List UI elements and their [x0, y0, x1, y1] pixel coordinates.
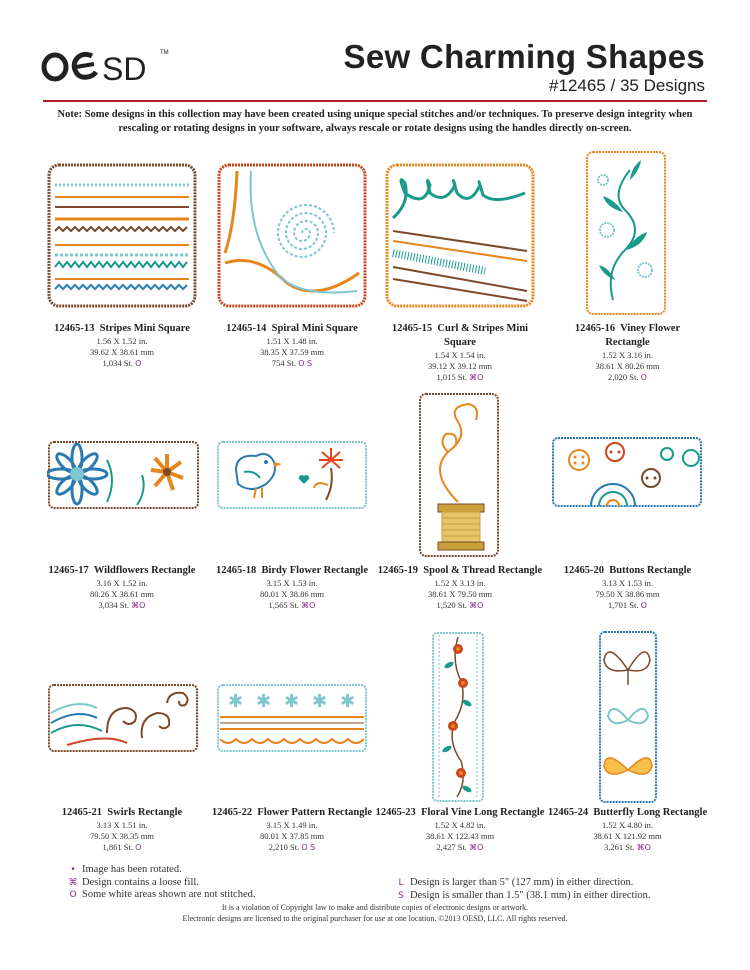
svg-text:TM: TM — [160, 50, 169, 56]
legend-large: L Design is larger than 5" (127 mm) in either direction. — [392, 877, 651, 890]
design-flower-pattern-rectangle[interactable] — [216, 683, 368, 753]
license-notice: Electronic designs are licensed to the original purchaser for use at one location. ©2013 OESD, LLC. All rights reserved. — [182, 914, 568, 923]
svg-text:✱: ✱ — [312, 691, 328, 712]
loose-fill-icon: ⌘ — [68, 877, 78, 888]
design-swirls-rectangle[interactable] — [47, 683, 199, 753]
svg-text:✱: ✱ — [256, 691, 272, 712]
copyright-notice: It is a violation of Copyright law to make and distribute copies of electronic designs or artwork. — [221, 903, 529, 912]
design-spool-thread-rectangle[interactable] — [418, 392, 500, 558]
caption-12465-22: 12465-22 Flower Pattern Rectangle 3.15 X 1.49 in. 80.01 X 37.85 mm 2,210 St. O S — [211, 807, 373, 852]
design-buttons-rectangle[interactable] — [551, 436, 703, 508]
rotated-icon: • — [70, 865, 76, 875]
caption-12465-18: 12465-18 Birdy Flower Rectangle 3.15 X 1.53 in. 80.01 X 38.86 mm 1,565 St. ⌘O — [215, 565, 369, 610]
design-stripes-mini-square[interactable] — [47, 163, 197, 308]
large-icon: L — [398, 878, 404, 888]
page-title: Sew Charming Shapes — [343, 38, 705, 75]
svg-text:✱: ✱ — [228, 691, 244, 712]
svg-text:SD: SD — [102, 51, 147, 87]
design-note: Note: Some designs in this collection may have been created using unique special stitches and/or techniques. To preserve design integrity when rescaling or rotating designs in your software, always rescale or rotate designs using the handles directly on-screen. — [57, 109, 693, 135]
legend-rotated: • Image has been rotated. — [64, 864, 256, 877]
design-butterfly-long-rectangle[interactable] — [598, 630, 658, 804]
caption-12465-17: 12465-17 Wildflowers Rectangle 3.16 X 1.52 in. 80.26 X 38.61 mm 3,034 St. ⌘O — [48, 565, 196, 610]
collection-number: #12465 / 35 Designs — [549, 76, 705, 95]
legend-white-areas: O Some white areas shown are not stitched. — [64, 889, 256, 902]
legend-small: S Design is smaller than 1.5" (38.1 mm) in either direction. — [392, 890, 651, 903]
caption-12465-24: 12465-24 Butterfly Long Rectangle 1.52 X 4.80 in. 38.61 X 121.92 mm 3,261 St. ⌘O — [547, 807, 708, 852]
legend-right — [392, 877, 651, 902]
legend-left — [64, 864, 256, 902]
caption-12465-14: 12465-14 Spiral Mini Square 1.51 X 1.48 in. 38.35 X 37.59 mm 754 St. O S — [226, 323, 358, 368]
design-viney-flower-rectangle[interactable] — [585, 150, 667, 316]
caption-12465-15: 12465-15 Curl & Stripes Mini Square 1.54 X 1.54 in. 39.12 X 39.12 mm 1,015 St. ⌘O — [391, 323, 529, 382]
design-wildflowers-rectangle[interactable] — [47, 440, 200, 510]
caption-12465-16: 12465-16 Viney Flower Rectangle 1.52 X 3.16 in. 38.61 X 80.26 mm 2,020 St. O — [574, 323, 681, 382]
legend-loose-fill: ⌘ Design contains a loose fill. — [64, 877, 256, 890]
svg-text:✱: ✱ — [284, 691, 300, 712]
design-spiral-mini-square[interactable] — [217, 163, 367, 308]
caption-12465-21: 12465-21 Swirls Rectangle 3.13 X 1.51 in. 79.50 X 38.35 mm 1,861 St. O — [61, 807, 183, 852]
design-floral-vine-long-rectangle[interactable] — [431, 631, 485, 803]
caption-12465-20: 12465-20 Buttons Rectangle 3.13 X 1.53 in. 79.50 X 38.86 mm 1,701 St. O — [563, 565, 692, 610]
design-curl-stripes-mini-square[interactable] — [385, 163, 535, 308]
white-areas-icon: O — [69, 890, 77, 900]
caption-12465-23: 12465-23 Floral Vine Long Rectangle 1.52 X 4.82 in. 38.61 X 122.43 mm 2,427 St. ⌘O — [375, 807, 545, 852]
design-birdy-flower-rectangle[interactable] — [216, 440, 368, 510]
header-divider — [43, 100, 707, 102]
oesd-logo — [40, 40, 180, 90]
caption-12465-13: 12465-13 Stripes Mini Square 1.56 X 1.52 in. 39.62 X 38.61 mm 1,034 St. O — [54, 323, 190, 368]
caption-12465-19: 12465-19 Spool & Thread Rectangle 1.52 X 3.13 in. 38.61 X 79.50 mm 1,520 St. ⌘O — [377, 565, 543, 610]
small-icon: S — [398, 890, 404, 901]
svg-text:✱: ✱ — [340, 691, 356, 712]
